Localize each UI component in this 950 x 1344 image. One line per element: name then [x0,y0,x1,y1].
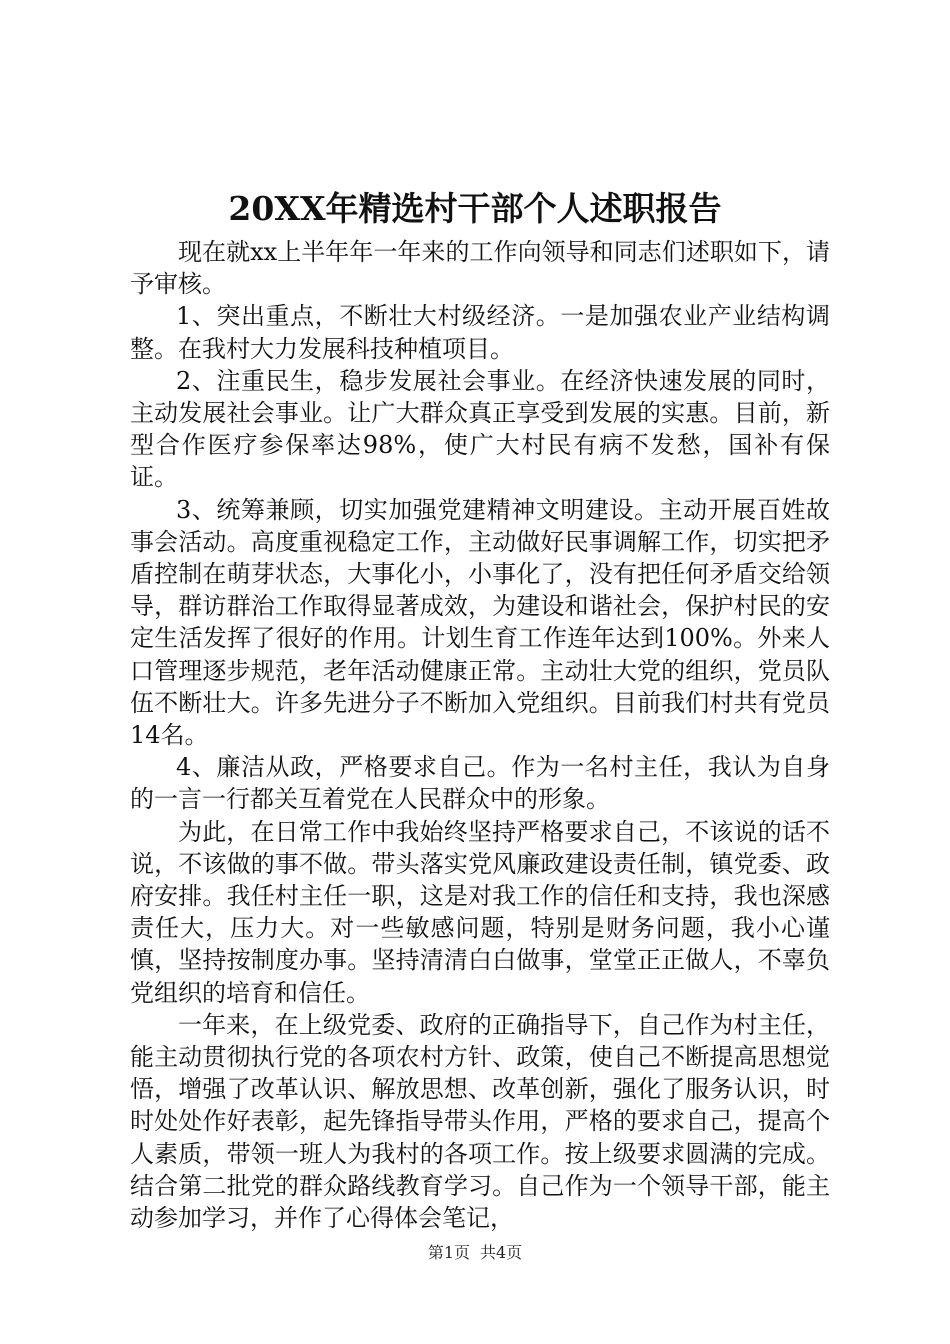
paragraph-4: 4、廉洁从政，严格要求自己。作为一名村主任，我认为自身的一言一行都关互着党在人民群众中的形象。 [130,753,830,814]
page-number: 第1页 [427,1243,470,1262]
paragraph-intro: 现在就xx上半年年一年来的工作向领导和同志们述职如下，请予审核。 [130,238,830,299]
paragraph-5: 为此，在日常工作中我始终坚持严格要求自己，不该说的话不说，不该做的事不做。带头落实党风廉政建设责任制，镇党委、政府安排。我任村主任一职，这是对我工作的信任和支持，我也深感责任大，压力大。对一些敏感问题，特别是财务问题，我小心谨慎，坚持按制度办事。坚持清清白白做事，堂堂正正做人，不辜负党组织的培育和信任。 [130,817,830,1007]
page-total: 共4页 [480,1243,523,1262]
paragraph-3: 3、统筹兼顾，切实加强党建精神文明建设。主动开展百姓故事会活动。高度重视稳定工作，主动做好民事调解工作，切实把矛盾控制在萌芽状态，大事化小，小事化了，没有把任何矛盾交给领导，群访群治工作取得显著成效，为建设和谐社会，保护村民的安定生活发挥了很好的作用。计划生育工作连年达到100%。外来人口管理逐步规范，老年活动健康正常。主动壮大党的组织，党员队伍不断壮大。许多先进分子不断加入党组织。目前我们村共有党员14名。 [130,495,830,750]
document-body [130,236,830,1234]
document-title: 20XX年精选村干部个人述职报告 [228,189,722,228]
paragraph-6: 一年来，在上级党委、政府的正确指导下，自己作为村主任，能主动贯彻执行党的各项农村方针、政策，使自己不断提高思想觉悟，增强了改革认识、解放思想、改革创新，强化了服务认识，时时处处作好表彰，起先锋指导带头作用，严格的要求自己，提高个人素质，带领一班人为我村的各项工作。按上级要求圆满的完成。结合第二批党的群众路线教育学习。自己作为一个领导干部，能主动参加学习，并作了心得体会笔记， [130,1010,830,1233]
paragraph-2: 2、注重民生，稳步发展社会事业。在经济快速发展的同时，主动发展社会事业。让广大群众真正享受到发展的实惠。目前，新型合作医疗参保率达98%，使广大村民有病不发愁，国补有保证。 [130,366,830,492]
page-footer [0,1242,950,1264]
paragraph-1: 1、突出重点，不断壮大村级经济。一是加强农业产业结构调整。在我村大力发展科技种植项目。 [130,302,830,363]
